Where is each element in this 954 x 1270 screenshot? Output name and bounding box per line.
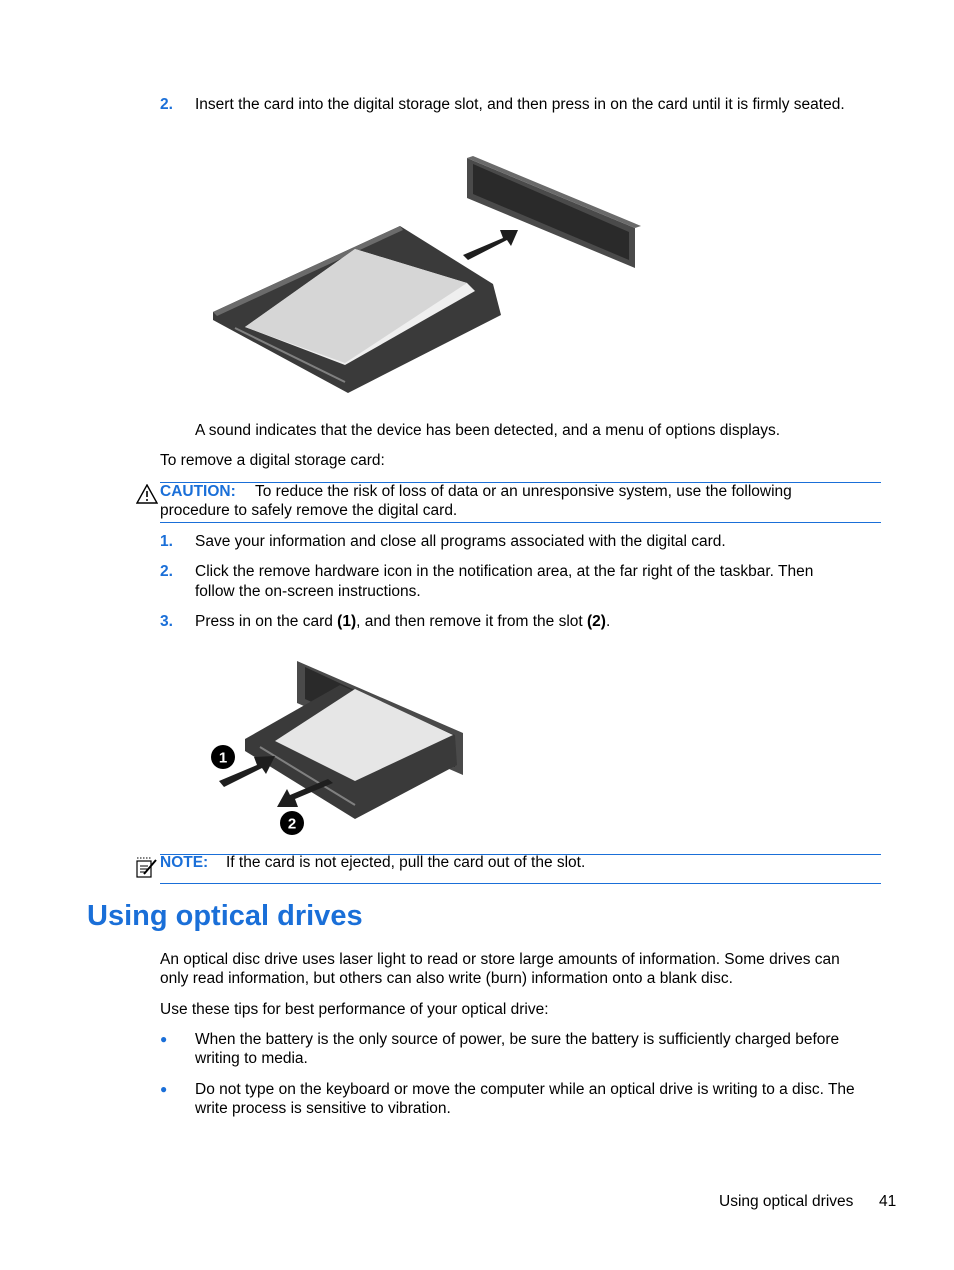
caution-text-line2: procedure to safely remove the digital card. xyxy=(160,502,458,519)
step-text: Save your information and close all programs associated with the digital card. xyxy=(195,533,726,550)
step-text: follow the on-screen instructions. xyxy=(195,583,421,600)
callout-1-label: 1 xyxy=(218,749,228,767)
insert-arrow xyxy=(463,230,518,260)
footer-title: Using optical drives xyxy=(719,1193,854,1210)
warning-icon xyxy=(136,484,158,504)
tip-text: Do not type on the keyboard or move the computer while an optical drive is writing to a disc. The xyxy=(195,1081,855,1098)
tips-intro: Use these tips for best performance of your optical drive: xyxy=(160,1001,549,1018)
step-number: 2. xyxy=(160,563,173,580)
caution-text-line1: To reduce the risk of loss of data or an unresponsive system, use the following xyxy=(255,483,792,500)
step-text: Click the remove hardware icon in the notification area, at the far right of the taskbar. Then xyxy=(195,563,814,580)
note-pencil-icon xyxy=(135,856,158,879)
remove-intro: To remove a digital storage card: xyxy=(160,452,385,469)
step-number: 1. xyxy=(160,533,173,550)
page-number: 41 xyxy=(879,1193,897,1210)
intro-line2: only read information, but others can also write (burn) information onto a blank disc. xyxy=(160,970,733,987)
step-text: Insert the card into the digital storage slot, and then press in on the card until it is firmly seated. xyxy=(195,96,845,113)
callout-2-label: 2 xyxy=(287,815,297,833)
caution-rule-bottom xyxy=(160,522,881,523)
tip-text: writing to media. xyxy=(195,1050,308,1067)
step-number: 3. xyxy=(160,613,173,630)
card-insert-illustration xyxy=(205,150,645,400)
caution-label: CAUTION: xyxy=(160,483,236,500)
bullet-icon: ● xyxy=(160,1032,168,1046)
step-3-text: Press in on the card (1), and then remove it from the slot (2). xyxy=(195,613,611,630)
note-rule-bottom xyxy=(160,883,881,884)
bullet-icon: ● xyxy=(160,1082,168,1096)
step-number: 2. xyxy=(160,96,173,113)
note-label: NOTE: xyxy=(160,854,209,871)
tip-text: When the battery is the only source of power, be sure the battery is sufficiently charged before xyxy=(195,1031,840,1048)
sound-text: A sound indicates that the device has been detected, and a menu of options displays. xyxy=(195,422,781,439)
card-remove-illustration xyxy=(205,655,470,840)
note-text: If the card is not ejected, pull the card out of the slot. xyxy=(226,854,586,871)
tip-text: write process is sensitive to vibration. xyxy=(195,1100,451,1117)
section-heading: Using optical drives xyxy=(87,900,363,932)
intro-line1: An optical disc drive uses laser light to read or store large amounts of information. Some drives can xyxy=(160,951,840,968)
